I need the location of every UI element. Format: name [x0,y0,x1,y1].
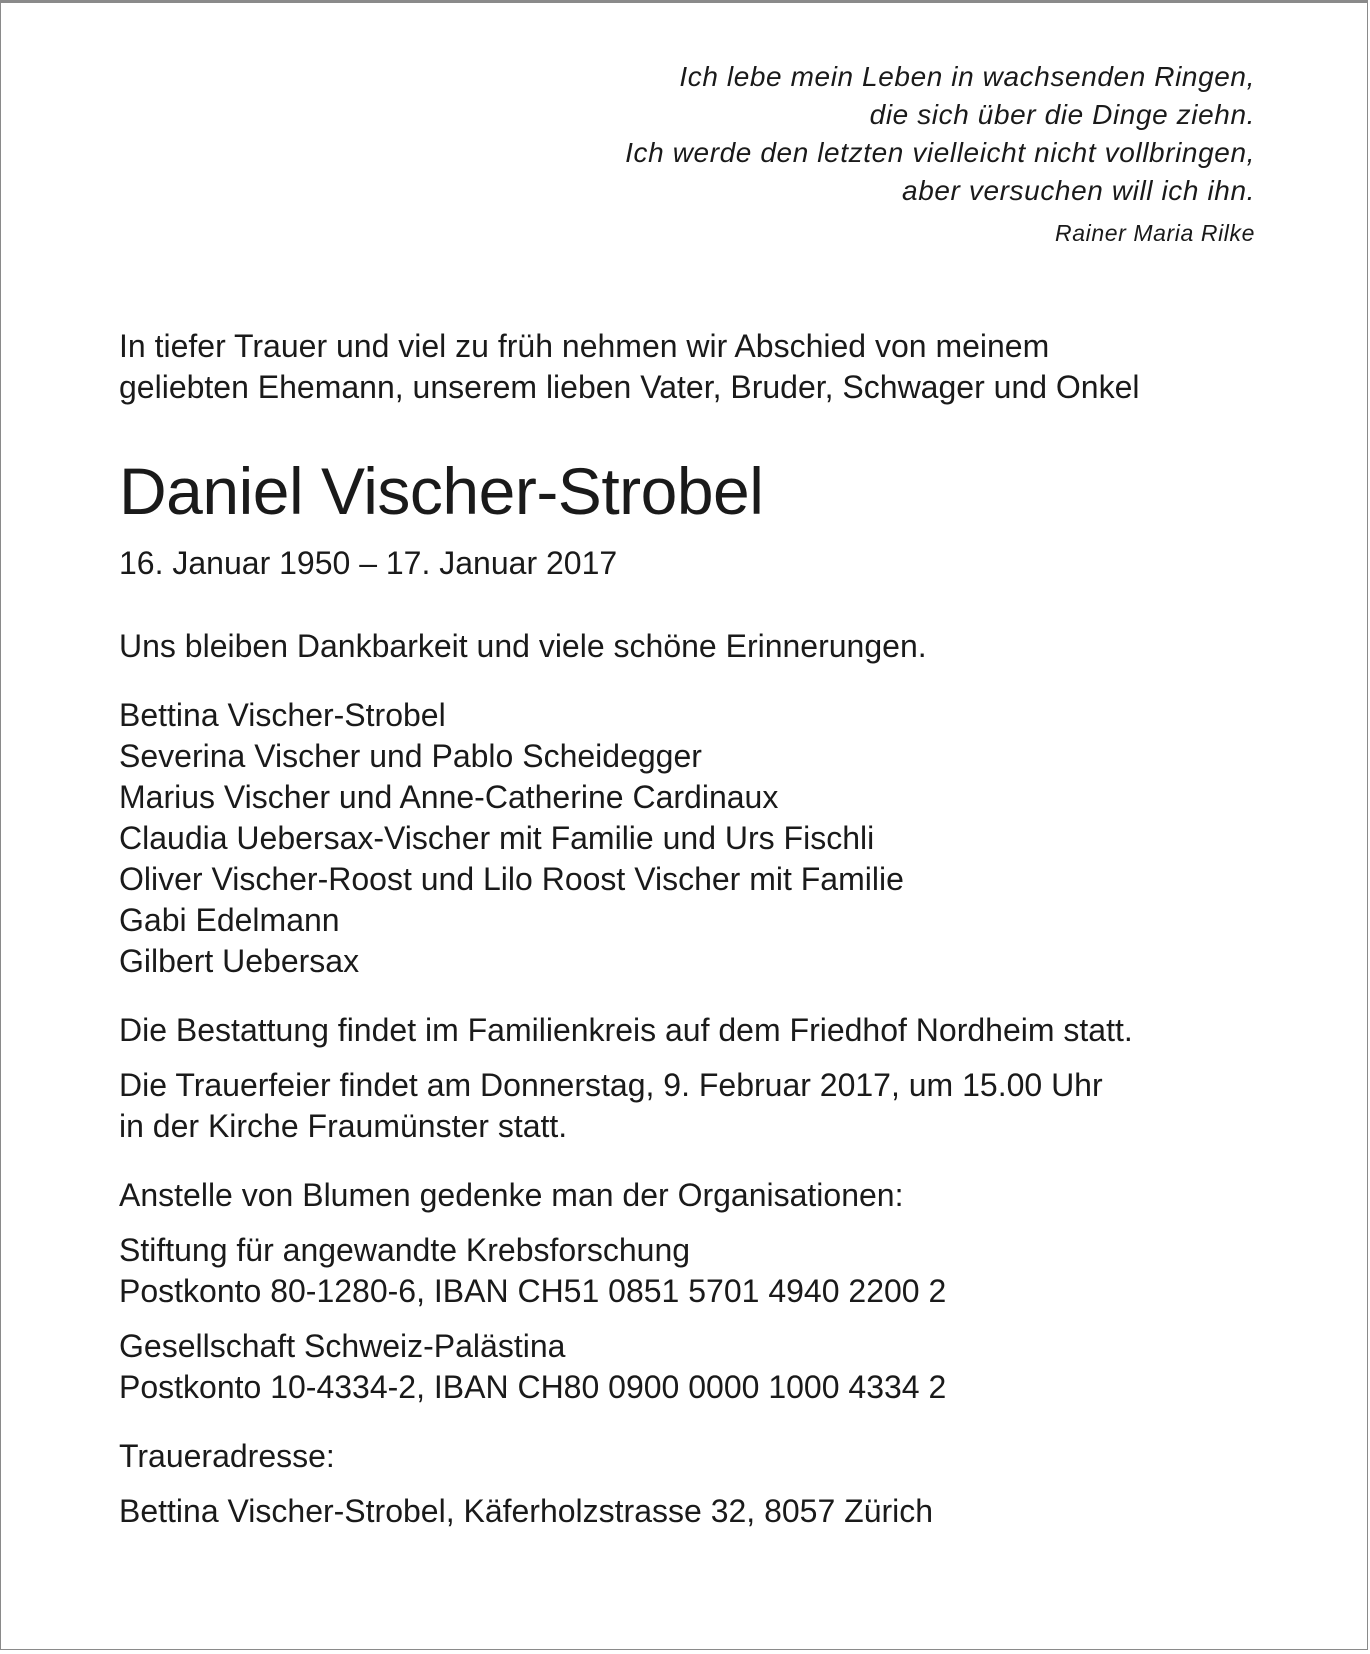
mourner: Marius Vischer und Anne-Catherine Cardinaux [119,779,779,815]
life-dates: 16. Januar 1950 – 17. Januar 2017 [119,545,618,581]
address-label: Traueradresse: [119,1438,335,1474]
intro-text [119,326,1259,408]
mourner: Oliver Vischer-Roost und Lilo Roost Vischer mit Familie [119,861,904,897]
org-account: Postkonto 10-4334-2, IBAN CH80 0900 0000 1000 4334 2 [119,1369,947,1405]
ceremony-line: in der Kirche Fraumünster statt. [119,1108,568,1144]
mourner: Bettina Vischer-Strobel [119,697,446,733]
burial-info: Die Bestattung findet im Familienkreis auf dem Friedhof Nordheim statt. [119,1012,1133,1048]
org-name: Stiftung für angewandte Krebsforschung [119,1232,691,1268]
intro-line: In tiefer Trauer und viel zu früh nehmen wir Abschied von meinem [119,328,1050,364]
deceased-name: Daniel Vischer-Strobel [119,454,764,528]
org-account: Postkonto 80-1280-6, IBAN CH51 0851 5701 4940 2200 2 [119,1273,947,1309]
mourner: Claudia Uebersax-Vischer mit Familie und Urs Fischli [119,820,875,856]
gratitude-text: Uns bleiben Dankbarkeit und viele schöne Erinnerungen. [119,628,927,664]
notice-body [119,326,1259,1532]
mourning-address: Bettina Vischer-Strobel, Käferholzstrasse 32, 8057 Zürich [119,1493,934,1529]
poem-line: die sich über die Dinge ziehn. [869,99,1255,130]
donation-org [119,1326,1259,1408]
poem-line: Ich lebe mein Leben in wachsenden Ringen, [679,61,1255,92]
ceremony-line: Die Trauerfeier findet am Donnerstag, 9. Februar 2017, um 15.00 Uhr [119,1067,1103,1103]
poem-line: aber versuchen will ich ihn. [902,175,1255,206]
poem-line: Ich werde den letzten vielleicht nicht vollbringen, [625,137,1255,168]
intro-line: geliebten Ehemann, unserem lieben Vater, Bruder, Schwager und Onkel [119,369,1140,405]
donation-org [119,1230,1259,1312]
poem-author: Rainer Maria Rilke [1055,220,1255,246]
mourner: Gabi Edelmann [119,902,340,938]
ceremony-info [119,1065,1259,1147]
mourner: Severina Vischer und Pablo Scheidegger [119,738,702,774]
mourner: Gilbert Uebersax [119,943,360,979]
rilke-poem [625,58,1255,248]
org-name: Gesellschaft Schweiz-Palästina [119,1328,566,1364]
mourners-list [119,695,1259,982]
donations-heading: Anstelle von Blumen gedenke man der Organisationen: [119,1177,904,1213]
